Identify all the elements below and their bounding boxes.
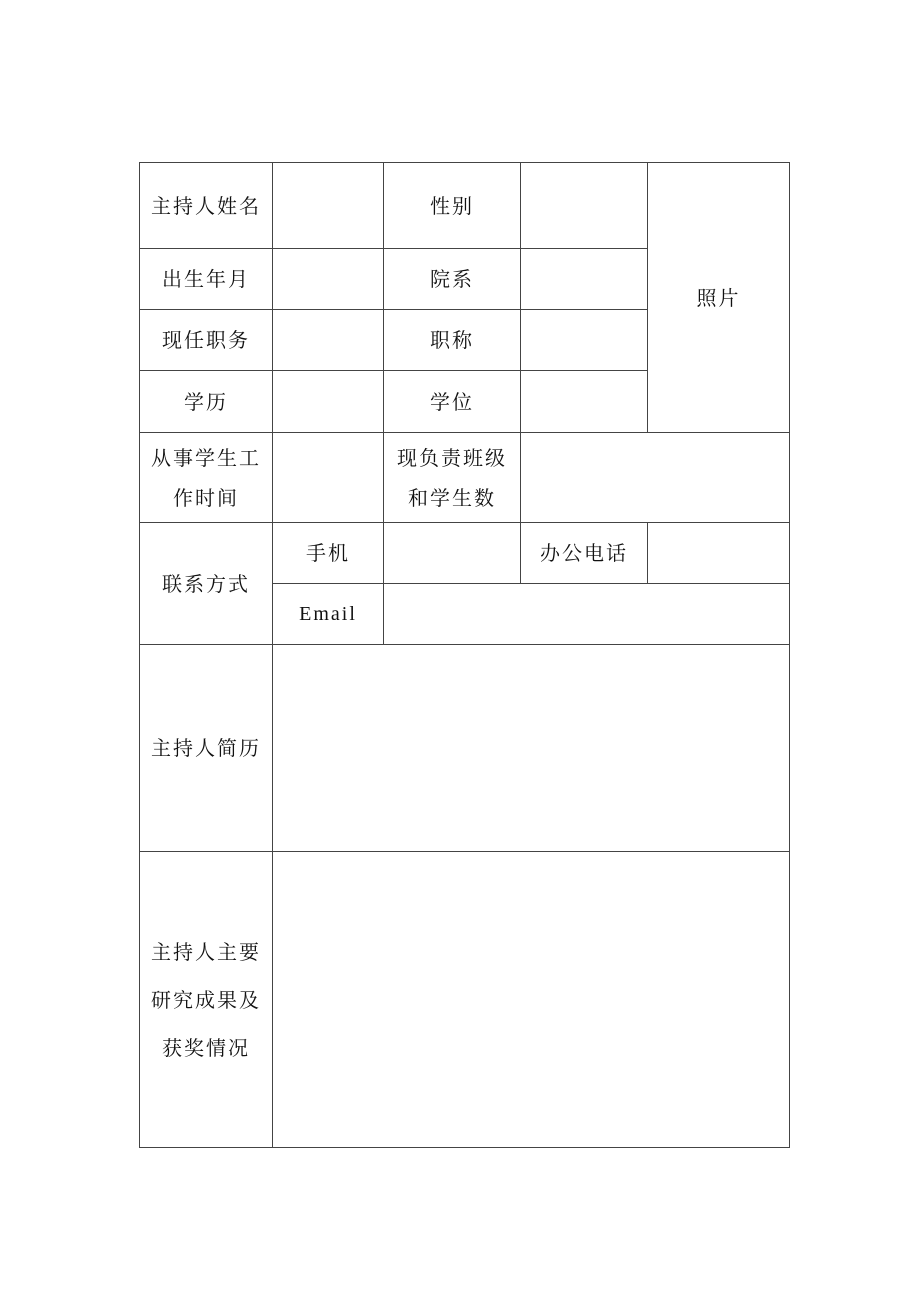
education-label: 学历 — [140, 371, 273, 433]
mobile-field[interactable] — [384, 523, 521, 584]
achievements-label — [140, 852, 273, 1148]
birth-label: 出生年月 — [140, 249, 273, 310]
host-info-form — [139, 162, 790, 1148]
title-label: 职称 — [384, 310, 521, 371]
class-label-line1: 现负责班级 — [397, 445, 507, 470]
position-field[interactable] — [273, 310, 384, 371]
resume-field[interactable] — [273, 645, 790, 852]
gender-field[interactable] — [521, 163, 648, 249]
office-phone-field[interactable] — [648, 523, 790, 584]
photo-cell[interactable]: 照片 — [648, 163, 790, 433]
achievements-label-line1: 主持人主要 — [151, 939, 261, 964]
mobile-label: 手机 — [273, 523, 384, 584]
position-label: 现任职务 — [140, 310, 273, 371]
gender-label: 性别 — [384, 163, 521, 249]
title-field[interactable] — [521, 310, 648, 371]
name-label: 主持人姓名 — [140, 163, 273, 249]
degree-field[interactable] — [521, 371, 648, 433]
class-field[interactable] — [521, 433, 790, 523]
resume-label: 主持人简历 — [140, 645, 273, 852]
class-label-line2: 和学生数 — [408, 485, 496, 510]
email-field[interactable] — [384, 584, 790, 645]
work-time-field[interactable] — [273, 433, 384, 523]
birth-field[interactable] — [273, 249, 384, 310]
email-label: Email — [273, 584, 384, 645]
contact-label: 联系方式 — [140, 523, 273, 645]
degree-label: 学位 — [384, 371, 521, 433]
office-phone-label: 办公电话 — [521, 523, 648, 584]
work-time-label — [140, 433, 273, 523]
department-field[interactable] — [521, 249, 648, 310]
achievements-label-line2: 研究成果及 — [151, 987, 261, 1012]
name-field[interactable] — [273, 163, 384, 249]
class-label — [384, 433, 521, 523]
achievements-label-line3: 获奖情况 — [162, 1035, 250, 1060]
department-label: 院系 — [384, 249, 521, 310]
achievements-field[interactable] — [273, 852, 790, 1148]
work-time-label-line2: 作时间 — [173, 485, 239, 510]
education-field[interactable] — [273, 371, 384, 433]
work-time-label-line1: 从事学生工 — [151, 445, 261, 470]
